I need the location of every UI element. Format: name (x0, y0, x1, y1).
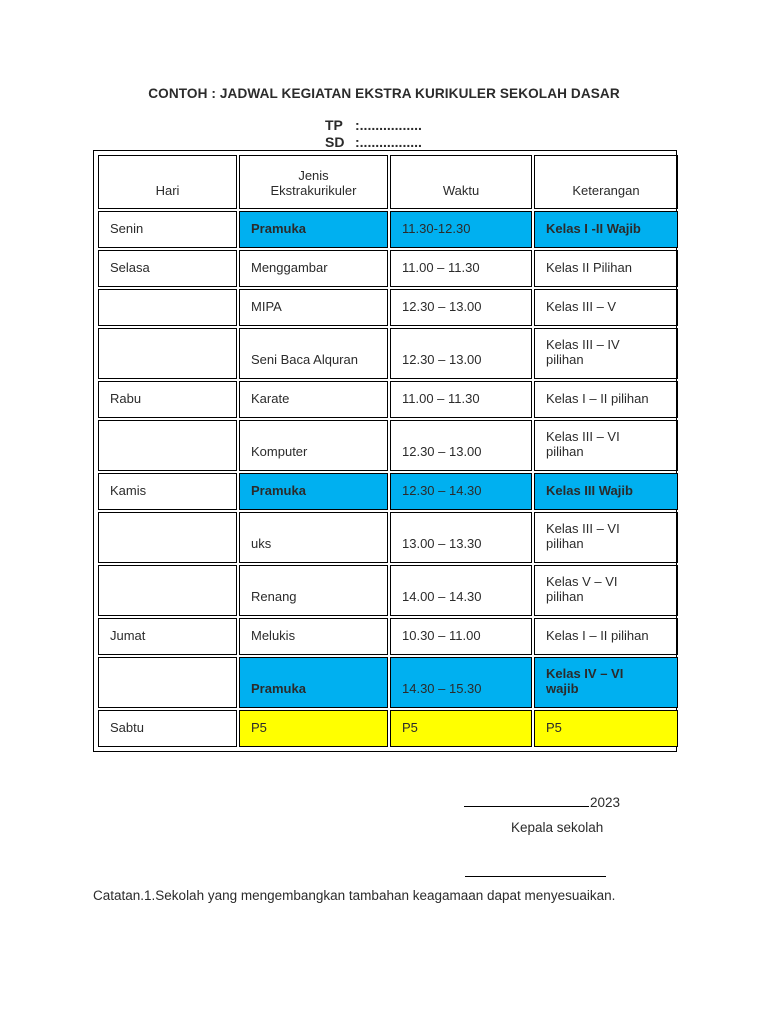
table-row (98, 289, 678, 326)
table-row (98, 657, 678, 708)
cell-waktu: P5 (390, 710, 532, 747)
cell-keterangan (534, 211, 678, 248)
cell-keterangan (534, 381, 678, 418)
table-row (98, 565, 678, 616)
table-row (98, 250, 678, 287)
table-row (98, 710, 678, 747)
cell-jenis: Karate (239, 381, 388, 418)
cell-hari: Kamis (98, 473, 237, 510)
header-hari: Hari (98, 155, 237, 209)
cell-waktu: 12.30 – 13.00 (390, 420, 532, 471)
table-row (98, 381, 678, 418)
cell-jenis: Pramuka (239, 657, 388, 708)
ket-line1: Kelas II Pilihan (546, 260, 632, 275)
cell-jenis: Renang (239, 565, 388, 616)
cell-jenis: Seni Baca Alquran (239, 328, 388, 379)
date-line (464, 794, 620, 810)
ket-line2: pilihan (546, 589, 584, 604)
cell-keterangan (534, 618, 678, 655)
cell-keterangan (534, 328, 678, 379)
cell-hari (98, 328, 237, 379)
principal-title: Kepala sekolah (511, 820, 604, 835)
cell-hari (98, 565, 237, 616)
cell-keterangan (534, 289, 678, 326)
ket-line1: Kelas III – VI (546, 521, 620, 536)
cell-keterangan (534, 710, 678, 747)
cell-waktu: 12.30 – 14.30 (390, 473, 532, 510)
cell-jenis: uks (239, 512, 388, 563)
ket-line1: Kelas IV – VI (546, 666, 624, 681)
table-row (98, 473, 678, 510)
table-row (98, 211, 678, 248)
cell-hari: Senin (98, 211, 237, 248)
table-row (98, 618, 678, 655)
cell-jenis: Menggambar (239, 250, 388, 287)
ket-line1: Kelas V – VI (546, 574, 618, 589)
cell-waktu: 12.30 – 13.00 (390, 328, 532, 379)
ket-line1: Kelas I -II Wajib (546, 221, 641, 236)
cell-jenis: MIPA (239, 289, 388, 326)
tp-value: :................ (355, 117, 422, 133)
cell-jenis: P5 (239, 710, 388, 747)
header-jenis (239, 155, 388, 209)
cell-jenis: Komputer (239, 420, 388, 471)
schedule-table (96, 153, 680, 749)
table-row (98, 420, 678, 471)
cell-keterangan (534, 512, 678, 563)
ket-line2: pilihan (546, 352, 584, 367)
ket-line1: Kelas III – VI (546, 429, 620, 444)
cell-waktu: 13.00 – 13.30 (390, 512, 532, 563)
sd-value: :................ (355, 134, 422, 150)
ket-line1: Kelas I – II pilihan (546, 628, 649, 643)
cell-hari (98, 657, 237, 708)
table-row (98, 328, 678, 379)
cell-waktu: 11.00 – 11.30 (390, 381, 532, 418)
cell-hari (98, 512, 237, 563)
ket-line2: wajib (546, 681, 579, 696)
date-blank-line (464, 794, 589, 807)
document-title: CONTOH : JADWAL KEGIATAN EKSTRA KURIKULER SEKOLAH DASAR (148, 86, 620, 101)
cell-hari: Rabu (98, 381, 237, 418)
cell-waktu: 14.30 – 15.30 (390, 657, 532, 708)
ket-line1: Kelas III – V (546, 299, 617, 314)
ket-line1: Kelas I – II pilihan (546, 391, 649, 406)
cell-keterangan (534, 420, 678, 471)
cell-hari: Selasa (98, 250, 237, 287)
header-row (98, 155, 678, 209)
cell-keterangan (534, 565, 678, 616)
date-year: 2023 (590, 795, 621, 810)
cell-jenis: Melukis (239, 618, 388, 655)
cell-hari: Sabtu (98, 710, 237, 747)
header-jenis-line2: Ekstrakurikuler (270, 183, 357, 198)
ket-line1: P5 (546, 720, 562, 735)
cell-hari (98, 420, 237, 471)
schedule-table-frame (93, 150, 677, 752)
cell-keterangan (534, 473, 678, 510)
header-keterangan: Keterangan (534, 155, 678, 209)
cell-waktu: 11.30-12.30 (390, 211, 532, 248)
cell-keterangan (534, 657, 678, 708)
ket-line1: Kelas III – IV (546, 337, 620, 352)
cell-jenis: Pramuka (239, 211, 388, 248)
tp-label: TP (325, 117, 343, 133)
note-text: Catatan.1.Sekolah yang mengembangkan tambahan keagamaan dapat menyesuaikan. (93, 888, 616, 903)
cell-jenis: Pramuka (239, 473, 388, 510)
ket-line1: Kelas III Wajib (546, 483, 633, 498)
cell-hari (98, 289, 237, 326)
sd-line (325, 134, 422, 150)
sd-label: SD (325, 134, 345, 150)
signature-line (465, 876, 606, 877)
cell-waktu: 10.30 – 11.00 (390, 618, 532, 655)
table-row (98, 512, 678, 563)
cell-waktu: 11.00 – 11.30 (390, 250, 532, 287)
cell-keterangan (534, 250, 678, 287)
header-waktu: Waktu (390, 155, 532, 209)
ket-line2: pilihan (546, 536, 584, 551)
cell-waktu: 14.00 – 14.30 (390, 565, 532, 616)
tp-line (325, 117, 422, 133)
header-jenis-line1: Jenis (298, 168, 329, 183)
cell-hari: Jumat (98, 618, 237, 655)
ket-line2: pilihan (546, 444, 584, 459)
cell-waktu: 12.30 – 13.00 (390, 289, 532, 326)
